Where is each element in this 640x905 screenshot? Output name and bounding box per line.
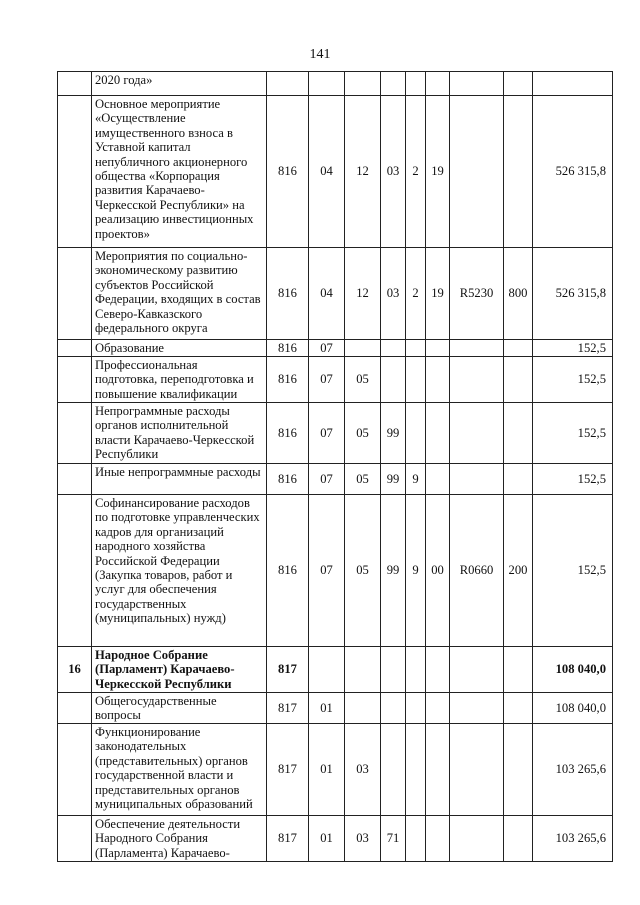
cell-p4 — [450, 464, 504, 495]
cell-rz — [309, 647, 345, 693]
cell-name: Функционирование законодательных (представительных) органов государственной власти и представительных органов муниципальных образований — [92, 724, 267, 816]
cell-amount — [533, 72, 613, 96]
cell-amount: 152,5 — [533, 403, 613, 464]
cell-p3 — [426, 647, 450, 693]
cell-pr: 05 — [345, 495, 381, 647]
cell-p1: 99 — [381, 464, 406, 495]
cell-name: 2020 года» — [92, 72, 267, 96]
table-row — [58, 340, 613, 357]
cell-p3: 19 — [426, 96, 450, 248]
table-row — [58, 724, 613, 816]
cell-amount: 152,5 — [533, 495, 613, 647]
cell-vr — [504, 357, 533, 403]
cell-p4 — [450, 647, 504, 693]
cell-p1 — [381, 357, 406, 403]
cell-num — [58, 340, 92, 357]
table-row — [58, 816, 613, 862]
cell-pr: 12 — [345, 96, 381, 248]
cell-num — [58, 464, 92, 495]
cell-p2: 2 — [406, 96, 426, 248]
cell-rz: 07 — [309, 403, 345, 464]
cell-ved — [267, 72, 309, 96]
cell-pr — [345, 693, 381, 724]
cell-p2 — [406, 340, 426, 357]
cell-p1 — [381, 340, 406, 357]
cell-p4: R0660 — [450, 495, 504, 647]
cell-p4 — [450, 693, 504, 724]
cell-num — [58, 96, 92, 248]
cell-num — [58, 248, 92, 340]
cell-rz: 04 — [309, 96, 345, 248]
cell-p4 — [450, 96, 504, 248]
page-number: 141 — [309, 47, 331, 62]
cell-p3 — [426, 72, 450, 96]
cell-p2 — [406, 72, 426, 96]
cell-p1 — [381, 693, 406, 724]
cell-vr — [504, 724, 533, 816]
table-body — [58, 72, 613, 862]
cell-p3 — [426, 693, 450, 724]
cell-name: Непрограммные расходы органов исполнительной власти Карачаево-Черкесской Республики — [92, 403, 267, 464]
cell-p2 — [406, 693, 426, 724]
cell-p2 — [406, 724, 426, 816]
cell-amount: 152,5 — [533, 340, 613, 357]
cell-vr — [504, 403, 533, 464]
cell-amount: 526 315,8 — [533, 248, 613, 340]
cell-vr — [504, 464, 533, 495]
table-row — [58, 495, 613, 647]
cell-ved: 817 — [267, 724, 309, 816]
cell-num — [58, 693, 92, 724]
cell-ved: 816 — [267, 403, 309, 464]
cell-name: Обеспечение деятельности Народного Собрания (Парламента) Карачаево- — [92, 816, 267, 862]
cell-num — [58, 72, 92, 96]
cell-ved: 816 — [267, 495, 309, 647]
cell-vr — [504, 647, 533, 693]
cell-vr — [504, 72, 533, 96]
cell-ved: 816 — [267, 357, 309, 403]
cell-p4 — [450, 403, 504, 464]
cell-pr — [345, 647, 381, 693]
cell-p2 — [406, 357, 426, 403]
cell-p2: 2 — [406, 248, 426, 340]
cell-p1: 99 — [381, 403, 406, 464]
cell-vr — [504, 693, 533, 724]
cell-pr: 05 — [345, 357, 381, 403]
cell-name: Софинансирование расходов по подготовке управленческих кадров для организаций народного хозяйства Российской Федерации (Закупка товаров, работ и услуг для обеспечения государственных (муниципальных) нужд) — [92, 495, 267, 647]
table-row — [58, 96, 613, 248]
table-row — [58, 647, 613, 693]
cell-rz: 07 — [309, 357, 345, 403]
cell-name: Мероприятия по социально-экономическому развитию субъектов Российской Федерации, входящих в состав Северо-Кавказского федерального округа — [92, 248, 267, 340]
cell-p4 — [450, 357, 504, 403]
cell-vr: 200 — [504, 495, 533, 647]
cell-pr: 05 — [345, 464, 381, 495]
cell-num — [58, 816, 92, 862]
cell-amount: 108 040,0 — [533, 693, 613, 724]
cell-p1: 03 — [381, 248, 406, 340]
cell-vr — [504, 96, 533, 248]
cell-pr: 03 — [345, 724, 381, 816]
cell-p1: 03 — [381, 96, 406, 248]
table-row — [58, 464, 613, 495]
cell-p3: 00 — [426, 495, 450, 647]
cell-rz: 01 — [309, 724, 345, 816]
cell-p1: 99 — [381, 495, 406, 647]
cell-p3 — [426, 357, 450, 403]
cell-p3 — [426, 816, 450, 862]
cell-name: Образование — [92, 340, 267, 357]
cell-vr — [504, 816, 533, 862]
cell-pr — [345, 340, 381, 357]
cell-p4 — [450, 340, 504, 357]
cell-p1 — [381, 647, 406, 693]
cell-amount: 103 265,6 — [533, 816, 613, 862]
cell-ved: 817 — [267, 693, 309, 724]
cell-ved: 816 — [267, 464, 309, 495]
cell-ved: 816 — [267, 96, 309, 248]
cell-p4 — [450, 724, 504, 816]
table-row — [58, 248, 613, 340]
cell-rz: 07 — [309, 340, 345, 357]
cell-pr: 05 — [345, 403, 381, 464]
cell-p1 — [381, 72, 406, 96]
cell-p3 — [426, 340, 450, 357]
cell-amount: 108 040,0 — [533, 647, 613, 693]
cell-pr: 12 — [345, 248, 381, 340]
table-row — [58, 693, 613, 724]
cell-rz: 07 — [309, 464, 345, 495]
cell-p4 — [450, 72, 504, 96]
cell-amount: 152,5 — [533, 357, 613, 403]
budget-table — [57, 71, 613, 862]
cell-rz — [309, 72, 345, 96]
cell-p3 — [426, 724, 450, 816]
cell-name: Профессиональная подготовка, переподготовка и повышение квалификации — [92, 357, 267, 403]
cell-name: Общегосударственные вопросы — [92, 693, 267, 724]
cell-amount: 152,5 — [533, 464, 613, 495]
cell-vr — [504, 340, 533, 357]
cell-p3 — [426, 464, 450, 495]
cell-rz: 01 — [309, 693, 345, 724]
cell-p4: R5230 — [450, 248, 504, 340]
cell-p1 — [381, 724, 406, 816]
table-row — [58, 357, 613, 403]
table-row — [58, 72, 613, 96]
cell-amount: 103 265,6 — [533, 724, 613, 816]
cell-p3 — [426, 403, 450, 464]
cell-ved: 816 — [267, 248, 309, 340]
cell-num — [58, 724, 92, 816]
cell-rz: 07 — [309, 495, 345, 647]
cell-p2: 9 — [406, 464, 426, 495]
cell-num — [58, 403, 92, 464]
cell-name: Основное мероприятие «Осуществление имущественного взноса в Уставной капитал непубличного акционерного общества «Корпорация развития Карачаево-Черкесской Республики» на реализацию инвестиционных проектов» — [92, 96, 267, 248]
cell-p4 — [450, 816, 504, 862]
cell-ved: 816 — [267, 340, 309, 357]
cell-p2: 9 — [406, 495, 426, 647]
cell-name: Народное Собрание (Парламент) Карачаево-Черкесской Республики — [92, 647, 267, 693]
cell-pr — [345, 72, 381, 96]
cell-ved: 817 — [267, 816, 309, 862]
cell-ved: 817 — [267, 647, 309, 693]
cell-rz: 04 — [309, 248, 345, 340]
cell-num — [58, 357, 92, 403]
cell-num — [58, 495, 92, 647]
cell-p2 — [406, 403, 426, 464]
cell-amount: 526 315,8 — [533, 96, 613, 248]
cell-p3: 19 — [426, 248, 450, 340]
cell-p1: 71 — [381, 816, 406, 862]
cell-p2 — [406, 647, 426, 693]
cell-rz: 01 — [309, 816, 345, 862]
cell-vr: 800 — [504, 248, 533, 340]
cell-num: 16 — [58, 647, 92, 693]
cell-name: Иные непрограммные расходы — [92, 464, 267, 495]
cell-p2 — [406, 816, 426, 862]
cell-pr: 03 — [345, 816, 381, 862]
table-row — [58, 403, 613, 464]
